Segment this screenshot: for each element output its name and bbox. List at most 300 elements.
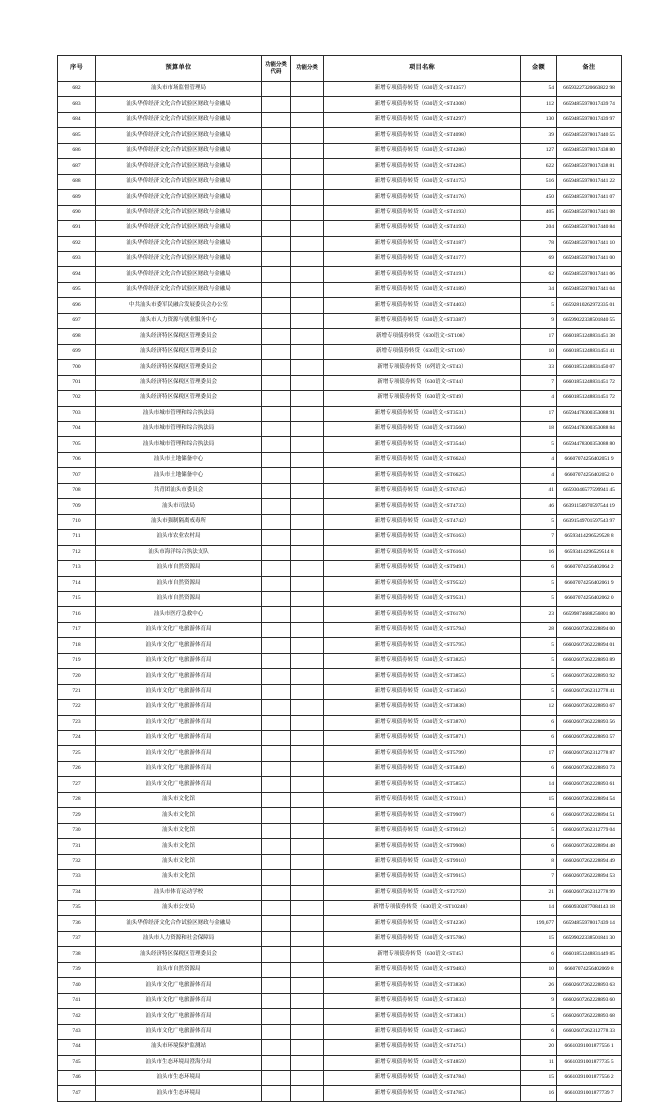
cell-amount: 14 — [521, 901, 557, 916]
cell-fclass — [291, 514, 324, 529]
cell-seq: 722 — [58, 700, 96, 715]
cell-amount: 9 — [521, 993, 557, 1008]
cell-amount: 8 — [521, 854, 557, 869]
cell-unit: 汕头市自然资源局 — [96, 561, 262, 576]
cell-fclass — [291, 112, 324, 127]
cell-fclass — [291, 792, 324, 807]
cell-fcode — [262, 329, 291, 344]
cell-project: 新增专项债券转贷（630语文<ST4285） — [324, 159, 521, 174]
cell-unit: 汕头市文化广电旅游体育局 — [96, 653, 262, 668]
cell-remark: 66594855978017441 10 — [557, 236, 622, 251]
cell-fclass — [291, 978, 324, 993]
cell-amount: 5 — [521, 437, 557, 452]
column-header-remark: 备注 — [557, 56, 622, 82]
cell-fclass — [291, 421, 324, 436]
table-row — [58, 607, 622, 622]
cell-fclass — [291, 1040, 324, 1055]
cell-seq: 741 — [58, 993, 96, 1008]
table-row — [58, 190, 622, 205]
cell-fclass — [291, 591, 324, 606]
cell-project: 新增专项债券转贷（630语文<ST3833） — [324, 993, 521, 1008]
table-row — [58, 97, 622, 112]
cell-project: 新增专项债券转贷（630语文<ST9915） — [324, 870, 521, 885]
cell-unit: 汕头华侨经济文化合作试验区财政与金融局 — [96, 190, 262, 205]
cell-seq: 732 — [58, 854, 96, 869]
cell-unit: 汕头市文化广电旅游体育局 — [96, 1024, 262, 1039]
cell-fcode — [262, 1024, 291, 1039]
cell-fcode — [262, 190, 291, 205]
table-row — [58, 360, 622, 375]
column-header-unit: 预算单位 — [96, 56, 262, 82]
cell-seq: 728 — [58, 792, 96, 807]
cell-unit: 汕头市体育运动学校 — [96, 885, 262, 900]
cell-unit: 汕头市生态环境局 — [96, 1086, 262, 1101]
cell-remark: 66610391001877556 2 — [557, 1071, 622, 1086]
cell-seq: 712 — [58, 545, 96, 560]
cell-fcode — [262, 931, 291, 946]
cell-fclass — [291, 1009, 324, 1024]
cell-remark: 66602607262228893 63 — [557, 978, 622, 993]
column-header-seq: 序号 — [58, 56, 96, 82]
table-row — [58, 591, 622, 606]
cell-fclass — [291, 406, 324, 421]
cell-seq: 687 — [58, 159, 96, 174]
cell-remark: 66602607262228894 49 — [557, 854, 622, 869]
table-row — [58, 746, 622, 761]
cell-remark: 66601851248831449 85 — [557, 947, 622, 962]
cell-project: 新增专项债券转贷（630语文<ST9908） — [324, 839, 521, 854]
cell-fclass — [291, 329, 324, 344]
cell-amount: 6 — [521, 715, 557, 730]
cell-unit: 汕头市文化广电旅游体育局 — [96, 978, 262, 993]
table-row — [58, 159, 622, 174]
cell-project: 新增专项债券转贷（630语文<ST4098） — [324, 128, 521, 143]
cell-seq: 690 — [58, 205, 96, 220]
table-row — [58, 174, 622, 189]
cell-fclass — [291, 530, 324, 545]
cell-remark: 66609302877084143 18 — [557, 901, 622, 916]
table-body — [58, 82, 622, 1102]
table-row — [58, 1055, 622, 1070]
table-row — [58, 406, 622, 421]
cell-project: 新增专项债券转贷（630语文<ST4297） — [324, 112, 521, 127]
cell-seq: 708 — [58, 483, 96, 498]
cell-fcode — [262, 391, 291, 406]
cell-fcode — [262, 731, 291, 746]
cell-remark: 66602607262228894 01 — [557, 638, 622, 653]
cell-fcode — [262, 885, 291, 900]
table-row — [58, 854, 622, 869]
cell-remark: 66593414296529528 8 — [557, 530, 622, 545]
cell-unit: 汕头市文化广电旅游体育局 — [96, 669, 262, 684]
cell-unit: 汕头市文化广电旅游体育局 — [96, 993, 262, 1008]
cell-amount: 5 — [521, 576, 557, 591]
cell-fclass — [291, 190, 324, 205]
cell-fcode — [262, 993, 291, 1008]
cell-project: 新增专项债券转贷（630语文<ST3856） — [324, 684, 521, 699]
cell-remark: 66594478300353088 91 — [557, 406, 622, 421]
cell-project: 新增专项债券转贷（630语文<ST4859） — [324, 1055, 521, 1070]
cell-seq: 711 — [58, 530, 96, 545]
cell-remark: 66610391001877556 1 — [557, 1040, 622, 1055]
cell-fcode — [262, 1086, 291, 1101]
cell-project: 新增专项债券转贷（630语文<ST3865） — [324, 1024, 521, 1039]
table-row — [58, 731, 622, 746]
cell-project: 新增专项债券转贷（630语文<ST3825） — [324, 653, 521, 668]
cell-unit: 汕头经济特区保税区管理委员会 — [96, 360, 262, 375]
cell-fclass — [291, 267, 324, 282]
cell-unit: 汕头华侨经济文化合作试验区财政与金融局 — [96, 143, 262, 158]
cell-seq: 720 — [58, 669, 96, 684]
cell-remark: 66594855978017441 08 — [557, 205, 622, 220]
cell-project: 新增专项债券转贷（630语文<ST4357） — [324, 82, 521, 97]
cell-fclass — [291, 499, 324, 514]
cell-remark: 66594855978017441 22 — [557, 174, 622, 189]
cell-unit: 汕头市文化广电旅游体育局 — [96, 761, 262, 776]
table-row — [58, 622, 622, 637]
cell-amount: 5 — [521, 669, 557, 684]
cell-amount: 78 — [521, 236, 557, 251]
cell-unit: 汕头市文化馆 — [96, 808, 262, 823]
cell-remark: 66601851248831451 72 — [557, 391, 622, 406]
cell-fcode — [262, 483, 291, 498]
cell-project: 新增专项债券转贷（630语文<ST5794） — [324, 622, 521, 637]
cell-project: 新增专项债券转贷（630语文<ST5871） — [324, 731, 521, 746]
cell-amount: 21 — [521, 885, 557, 900]
cell-unit: 汕头市文化馆 — [96, 870, 262, 885]
cell-project: 新增专项债券转贷（630语文<ST6164） — [324, 545, 521, 560]
table-row — [58, 870, 622, 885]
cell-amount: 17 — [521, 746, 557, 761]
table-row — [58, 792, 622, 807]
cell-fcode — [262, 344, 291, 359]
cell-unit: 汕头市自然资源局 — [96, 576, 262, 591]
cell-project: 新增专项债券转贷（630语文<ST10248） — [324, 901, 521, 916]
cell-fclass — [291, 916, 324, 931]
cell-fclass — [291, 777, 324, 792]
cell-fcode — [262, 839, 291, 854]
cell-unit: 汕头市生态环境局澄海分局 — [96, 1055, 262, 1070]
column-header-function-class: 功能分类 — [291, 56, 324, 82]
cell-unit: 汕头市自然资源局 — [96, 591, 262, 606]
cell-remark: 66602607262228893 73 — [557, 761, 622, 776]
cell-remark: 66602607262228894 53 — [557, 870, 622, 885]
cell-fclass — [291, 746, 324, 761]
cell-remark: 66594855978017441 07 — [557, 190, 622, 205]
cell-fcode — [262, 1009, 291, 1024]
table-row — [58, 329, 622, 344]
cell-project: 新增专项债券转贷（630语文<ST4193） — [324, 205, 521, 220]
cell-seq: 704 — [58, 421, 96, 436]
cell-fcode — [262, 468, 291, 483]
cell-remark: 66594855978017441 06 — [557, 267, 622, 282]
cell-seq: 695 — [58, 282, 96, 297]
cell-unit: 汕头市文化馆 — [96, 792, 262, 807]
cell-fclass — [291, 391, 324, 406]
cell-project: 新增专项债券转贷（630语文<ST109） — [324, 344, 521, 359]
cell-seq: 715 — [58, 591, 96, 606]
table-row — [58, 761, 622, 776]
cell-unit: 汕头市文化广电旅游体育局 — [96, 715, 262, 730]
cell-seq: 684 — [58, 112, 96, 127]
cell-fcode — [262, 1071, 291, 1086]
table-row — [58, 344, 622, 359]
cell-remark: 66594855978017441 00 — [557, 251, 622, 266]
cell-fclass — [291, 143, 324, 158]
cell-remark: 66602607262312778 99 — [557, 885, 622, 900]
cell-seq: 689 — [58, 190, 96, 205]
table-row — [58, 931, 622, 946]
table-header-row — [58, 56, 622, 82]
cell-fcode — [262, 700, 291, 715]
cell-amount: 112 — [521, 97, 557, 112]
cell-fcode — [262, 808, 291, 823]
cell-amount: 16 — [521, 545, 557, 560]
cell-fclass — [291, 1024, 324, 1039]
cell-unit: 汕头华侨经济文化合作试验区财政与金融局 — [96, 159, 262, 174]
cell-fcode — [262, 236, 291, 251]
cell-remark: 66594855978017439 97 — [557, 112, 622, 127]
cell-unit: 汕头华侨经济文化合作试验区财政与金融局 — [96, 112, 262, 127]
cell-amount: 62 — [521, 267, 557, 282]
cell-fcode — [262, 576, 291, 591]
cell-fclass — [291, 128, 324, 143]
cell-project: 新增专项债券转贷（630语文<ST3831） — [324, 1009, 521, 1024]
table-row — [58, 452, 622, 467]
table-row — [58, 993, 622, 1008]
cell-fcode — [262, 684, 291, 699]
cell-remark: 66391156970597544 19 — [557, 499, 622, 514]
cell-remark: 66607074256402061 9 — [557, 576, 622, 591]
cell-project: 新增专项债券转贷（630语文<ST4177） — [324, 251, 521, 266]
table-row — [58, 143, 622, 158]
cell-remark: 66602607262228893 61 — [557, 777, 622, 792]
cell-seq: 698 — [58, 329, 96, 344]
cell-unit: 汕头经济特区保税区管理委员会 — [96, 947, 262, 962]
cell-amount: 6 — [521, 761, 557, 776]
cell-fclass — [291, 731, 324, 746]
cell-unit: 汕头市文化广电旅游体育局 — [96, 777, 262, 792]
cell-seq: 746 — [58, 1071, 96, 1086]
cell-unit: 汕头市医疗急救中心 — [96, 607, 262, 622]
cell-fclass — [291, 947, 324, 962]
cell-project: 新增专项债券转贷（630语文<ST5799） — [324, 746, 521, 761]
cell-fcode — [262, 251, 291, 266]
cell-fcode — [262, 854, 291, 869]
table-row — [58, 545, 622, 560]
cell-seq: 734 — [58, 885, 96, 900]
cell-amount: 15 — [521, 792, 557, 807]
table-row — [58, 561, 622, 576]
cell-project: 新增专项债券转贷（630语文<ST3387） — [324, 313, 521, 328]
cell-unit: 汕头市文化广电旅游体育局 — [96, 1009, 262, 1024]
cell-project: 新增专项债券转贷（630语文<ST5855） — [324, 777, 521, 792]
cell-project: 新增专项债券转贷（630语文<ST6745） — [324, 483, 521, 498]
cell-fcode — [262, 746, 291, 761]
cell-fclass — [291, 962, 324, 977]
cell-project: 新增专项债券转贷（630语文<ST4176） — [324, 190, 521, 205]
cell-fclass — [291, 1055, 324, 1070]
cell-amount: 17 — [521, 329, 557, 344]
cell-remark: 66601851248831451 38 — [557, 329, 622, 344]
cell-project: 新增专项债券转贷（630语文<ST4742） — [324, 514, 521, 529]
cell-fclass — [291, 669, 324, 684]
cell-unit: 汕头市土地储备中心 — [96, 452, 262, 467]
cell-seq: 686 — [58, 143, 96, 158]
cell-unit: 汕头华侨经济文化合作试验区财政与金融局 — [96, 205, 262, 220]
cell-unit: 汕头华侨经济文化合作试验区财政与金融局 — [96, 221, 262, 236]
cell-fcode — [262, 421, 291, 436]
cell-fcode — [262, 761, 291, 776]
cell-unit: 汕头华侨经济文化合作试验区财政与金融局 — [96, 236, 262, 251]
cell-fclass — [291, 282, 324, 297]
cell-seq: 740 — [58, 978, 96, 993]
cell-amount: 7 — [521, 375, 557, 390]
cell-fcode — [262, 947, 291, 962]
cell-remark: 66594855978017438 81 — [557, 159, 622, 174]
cell-seq: 705 — [58, 437, 96, 452]
cell-remark: 66602607262228894 54 — [557, 792, 622, 807]
cell-remark: 66593046577599941 45 — [557, 483, 622, 498]
table-header — [58, 56, 622, 82]
cell-seq: 733 — [58, 870, 96, 885]
table-row — [58, 823, 622, 838]
cell-fcode — [262, 97, 291, 112]
cell-fcode — [262, 545, 291, 560]
table-row — [58, 700, 622, 715]
cell-remark: 66594855978017439 74 — [557, 97, 622, 112]
cell-fcode — [262, 499, 291, 514]
table-row — [58, 236, 622, 251]
table-row — [58, 684, 622, 699]
cell-unit: 汕头市文化广电旅游体育局 — [96, 684, 262, 699]
cell-fclass — [291, 931, 324, 946]
cell-fclass — [291, 839, 324, 854]
cell-remark: 66593227320663822 98 — [557, 82, 622, 97]
cell-fcode — [262, 792, 291, 807]
cell-project: 新增专项债券转贷（630语文<ST3855） — [324, 669, 521, 684]
cell-fcode — [262, 205, 291, 220]
cell-amount: 5 — [521, 298, 557, 313]
cell-fcode — [262, 282, 291, 297]
cell-fcode — [262, 777, 291, 792]
cell-fclass — [291, 653, 324, 668]
cell-remark: 66594855978017440 84 — [557, 221, 622, 236]
cell-fclass — [291, 761, 324, 776]
cell-project: 新增专项债券转贷（630语文<ST4286） — [324, 143, 521, 158]
cell-fcode — [262, 82, 291, 97]
cell-project: 新增专项债券转贷（630语文<ST45） — [324, 947, 521, 962]
cell-unit: 共青团汕头市委员会 — [96, 483, 262, 498]
table-row — [58, 499, 622, 514]
cell-fcode — [262, 870, 291, 885]
cell-remark: 66607074256402051 9 — [557, 452, 622, 467]
cell-amount: 16 — [521, 1086, 557, 1101]
cell-fclass — [291, 823, 324, 838]
cell-fclass — [291, 622, 324, 637]
table-row — [58, 468, 622, 483]
cell-fclass — [291, 360, 324, 375]
table-row — [58, 916, 622, 931]
table-row — [58, 391, 622, 406]
cell-fcode — [262, 298, 291, 313]
cell-fclass — [291, 313, 324, 328]
cell-fcode — [262, 514, 291, 529]
budget-table — [57, 55, 622, 1102]
cell-seq: 696 — [58, 298, 96, 313]
cell-amount: 5 — [521, 591, 557, 606]
cell-amount: 4 — [521, 391, 557, 406]
cell-fcode — [262, 159, 291, 174]
cell-amount: 20 — [521, 1040, 557, 1055]
table-row — [58, 901, 622, 916]
cell-fclass — [291, 251, 324, 266]
cell-seq: 742 — [58, 1009, 96, 1024]
cell-seq: 718 — [58, 638, 96, 653]
cell-fcode — [262, 561, 291, 576]
cell-unit: 汕头市文化馆 — [96, 839, 262, 854]
cell-amount: 130 — [521, 112, 557, 127]
cell-seq: 723 — [58, 715, 96, 730]
cell-unit: 汕头市自然资源局 — [96, 962, 262, 977]
cell-amount: 6 — [521, 561, 557, 576]
cell-unit: 汕头市生态环境局 — [96, 1071, 262, 1086]
cell-fcode — [262, 669, 291, 684]
cell-unit: 汕头华侨经济文化合作试验区财政与金融局 — [96, 128, 262, 143]
cell-project: 新增专项债券转贷（630语文<ST6624） — [324, 452, 521, 467]
cell-seq: 688 — [58, 174, 96, 189]
cell-project: 新增专项债券转贷（630语文<ST9531） — [324, 591, 521, 606]
cell-fcode — [262, 128, 291, 143]
table-row — [58, 205, 622, 220]
table-row — [58, 221, 622, 236]
cell-amount: 450 — [521, 190, 557, 205]
cell-remark: 66391549701597543 97 — [557, 514, 622, 529]
cell-seq: 744 — [58, 1040, 96, 1055]
table-row — [58, 82, 622, 97]
cell-amount: 17 — [521, 406, 557, 421]
table-row — [58, 1009, 622, 1024]
cell-fclass — [291, 483, 324, 498]
cell-fclass — [291, 808, 324, 823]
cell-fclass — [291, 561, 324, 576]
cell-seq: 716 — [58, 607, 96, 622]
table-row — [58, 1086, 622, 1101]
cell-fclass — [291, 82, 324, 97]
cell-project: 新增专项债券转贷（630语文<ST49） — [324, 391, 521, 406]
cell-fclass — [291, 545, 324, 560]
cell-remark: 66602607262312778 33 — [557, 1024, 622, 1039]
cell-amount: 7 — [521, 870, 557, 885]
cell-remark: 66601851248831450 07 — [557, 360, 622, 375]
cell-seq: 730 — [58, 823, 96, 838]
cell-fclass — [291, 638, 324, 653]
cell-fcode — [262, 823, 291, 838]
table-row — [58, 112, 622, 127]
cell-seq: 703 — [58, 406, 96, 421]
cell-remark: 66599874688256801 80 — [557, 607, 622, 622]
cell-amount: 18 — [521, 421, 557, 436]
cell-seq: 714 — [58, 576, 96, 591]
table-row — [58, 128, 622, 143]
table-row — [58, 978, 622, 993]
cell-seq: 747 — [58, 1086, 96, 1101]
cell-seq: 725 — [58, 746, 96, 761]
cell-project: 新增专项债券转贷（630语文<ST4784） — [324, 1071, 521, 1086]
cell-seq: 726 — [58, 761, 96, 776]
cell-fclass — [291, 468, 324, 483]
cell-seq: 685 — [58, 128, 96, 143]
